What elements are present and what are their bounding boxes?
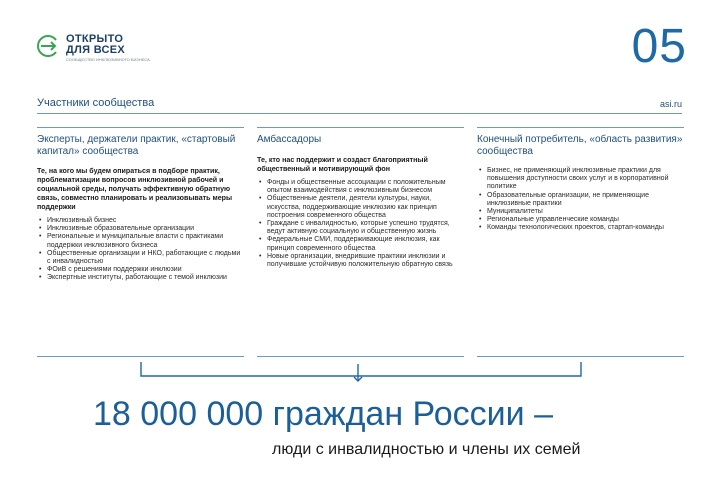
logo-subtitle: СООБЩЕСТВО ИНКЛЮЗИВНОГО БИЗНЕСА bbox=[66, 57, 150, 62]
bracket-arrow-icon bbox=[140, 362, 582, 382]
list-item: • Команды технологических проектов, стартап-команды bbox=[477, 224, 684, 232]
logo-title: ОТКРЫТО ДЛЯ ВСЕХ bbox=[66, 33, 126, 56]
column-bottom-rule bbox=[37, 356, 244, 357]
column-bottom-rule bbox=[477, 356, 684, 357]
column-ambassadors bbox=[257, 127, 464, 269]
column-title: Конечный потребитель, «область развития» сообщества bbox=[477, 134, 683, 157]
list-item: • Новые организации, внедрившие практики инклюзии и получившие устойчивую положительную обратную связь bbox=[257, 253, 464, 269]
section-title: Участники сообщества bbox=[37, 97, 155, 109]
list-item: • Муниципалитеты bbox=[477, 208, 684, 216]
column-list bbox=[37, 217, 244, 283]
list-item: • Региональные управленческие команды bbox=[477, 216, 684, 224]
column-list bbox=[257, 179, 464, 269]
column-title: Эксперты, держатели практик, «стартовый капитал» сообщества bbox=[37, 134, 236, 157]
list-item: • Федеральные СМИ, поддерживающие инклюзия, как принцип современного общества bbox=[257, 236, 464, 252]
column-experts bbox=[37, 127, 244, 283]
column-list bbox=[477, 167, 684, 233]
list-item: • Инклюзивный бизнес bbox=[37, 217, 244, 225]
column-divider bbox=[477, 127, 684, 128]
list-item: • Бизнес, не применяющий инклюзивные практики для повышения доступности своих услуг и в корпоративной политике bbox=[477, 167, 684, 192]
column-consumers bbox=[477, 127, 684, 233]
list-item: • Экспертные институты, работающие с темой инклюзии bbox=[37, 274, 244, 282]
list-item: • Общественные организации и НКО, работающие с людьми с инвалидностью bbox=[37, 250, 244, 266]
arrow-circle-icon bbox=[36, 34, 60, 58]
column-divider bbox=[37, 127, 244, 128]
list-item: • Граждане с инвалидностью, которые успешно трудятся, ведут активную социальную и общественную жизнь bbox=[257, 220, 464, 236]
logo bbox=[36, 32, 176, 72]
subline: люди с инвалидностью и члены их семей bbox=[272, 441, 581, 458]
list-item: • Инклюзивные образовательные организации bbox=[37, 225, 244, 233]
list-item: • Региональные и муниципальные власти с практиками поддержки инклюзивного бизнеса bbox=[37, 233, 244, 249]
headline: 18 000 000 граждан России – bbox=[93, 395, 553, 433]
page-number: 05 bbox=[631, 20, 687, 73]
column-intro: Те, на кого мы будем опираться в подборе практик, проблематизации вопросов инклюзивной рабочей и социальной среды, получать эффективную обратную связь, совместно планировать и реализовывать меры поддержки bbox=[37, 167, 233, 211]
list-item: • Общественные деятели, деятели культуры, науки, искусства, поддерживающие инклюзию как принцип построения современного общества bbox=[257, 195, 464, 220]
list-item: • ФОиВ с решениями поддержки инклюзии bbox=[37, 266, 244, 274]
column-bottom-rule bbox=[257, 356, 464, 357]
column-title: Амбассадоры bbox=[257, 134, 322, 145]
column-intro: Те, кто нас поддержит и создаст благоприятный общественный и мотивирующий фон bbox=[257, 156, 428, 173]
column-divider bbox=[257, 127, 464, 128]
list-item: • Образовательные организации, не применяющие инклюзивные практики bbox=[477, 192, 684, 208]
header-divider bbox=[37, 113, 682, 114]
site-link[interactable]: asi.ru bbox=[659, 99, 682, 109]
list-item: • Фонды и общественные ассоциации с положительным опытом взаимодействия с инклюзивным бизнесом bbox=[257, 179, 464, 195]
